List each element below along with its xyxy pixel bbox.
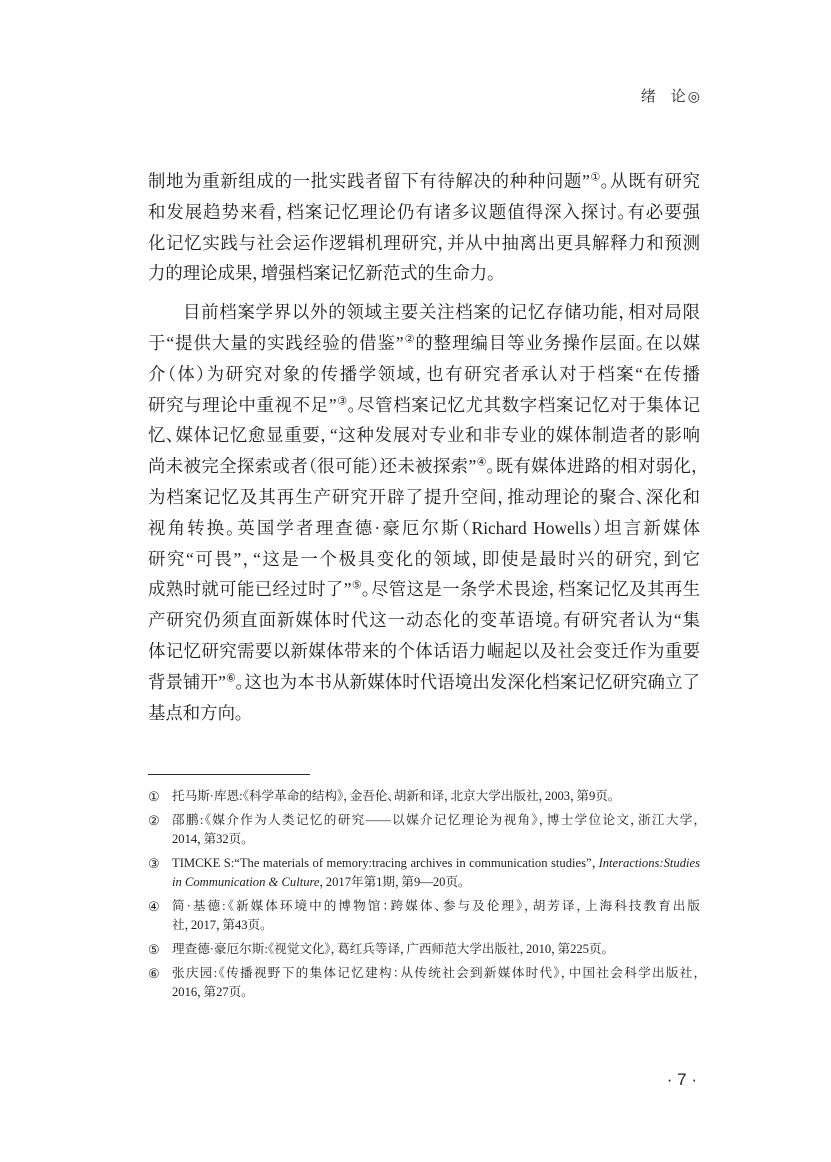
footnote-item xyxy=(148,787,700,806)
body-paragraph xyxy=(148,166,700,289)
text-run: 研究与理论中重视不足” xyxy=(148,394,337,415)
text-line xyxy=(148,390,700,421)
footnote-reference: ④ xyxy=(476,456,487,469)
text-line xyxy=(148,574,700,605)
text-run: 视角转换。英国学者理查德·豪厄尔斯（Richard Howells）坦言新媒体 xyxy=(148,517,700,538)
footnote-text xyxy=(172,964,700,1002)
text-run: 忆、媒体记忆愈显重要，“这种发展对专业和非专业的媒体制造者的影响 xyxy=(148,425,700,446)
footnote-reference: ① xyxy=(589,171,601,184)
footnote-line xyxy=(172,854,700,873)
text-line xyxy=(148,297,700,328)
text-run: 。尽管这是一条学术畏途，档案记忆及其再生 xyxy=(361,579,700,600)
footnote-item xyxy=(148,964,700,1002)
text-run: 简·基德:《新媒体环境中的博物馆：跨媒体、参与及伦理》，胡芳译，上海科技教育出版 xyxy=(172,899,700,913)
text-run: 背景铺开” xyxy=(148,671,226,692)
footnote-item xyxy=(148,854,700,892)
text-run: ，2017年第1期，第9—20页。 xyxy=(319,875,465,889)
section-title: 绪 论 xyxy=(640,89,686,105)
footnote-marker: ② xyxy=(148,813,160,828)
text-line xyxy=(148,667,700,698)
footnote-text xyxy=(172,811,700,849)
footnote-line xyxy=(172,811,700,830)
text-line xyxy=(148,197,700,228)
footnote-marker: ① xyxy=(148,789,160,804)
text-line xyxy=(148,544,700,575)
footnote-line xyxy=(172,830,700,849)
text-run: 成熟时就可能已经过时了” xyxy=(148,579,352,600)
footnote-line xyxy=(172,964,700,983)
text-line xyxy=(148,228,700,259)
text-line xyxy=(148,698,700,729)
footnote-marker: ⑤ xyxy=(148,942,160,957)
footnote-line xyxy=(172,787,700,806)
text-run: 2016，第27页。 xyxy=(172,985,248,999)
text-run: 。既有媒体进路的相对弱化， xyxy=(486,456,700,477)
footnote-text xyxy=(172,854,700,892)
footnote-text xyxy=(172,940,700,959)
text-run: 化记忆实践与社会运作逻辑机理研究，并从中抽离出更具解释力和预测 xyxy=(148,232,700,253)
text-line xyxy=(148,451,700,482)
footnote-reference: ⑥ xyxy=(225,672,236,685)
footnote-line xyxy=(172,916,700,935)
text-run: 制地为重新组成的一批实践者留下有待解决的种种问题” xyxy=(148,171,590,191)
text-run: 社，2017，第43页。 xyxy=(172,918,267,932)
text-run: 。从既有研究 xyxy=(600,171,700,191)
footnote-item xyxy=(148,940,700,959)
text-line xyxy=(148,359,700,390)
text-line xyxy=(148,166,700,197)
text-run: 。尽管档案记忆尤其数字档案记忆对于集体记 xyxy=(347,394,700,415)
text-line xyxy=(148,420,700,451)
italic-title: in Communication & Culture xyxy=(172,875,320,889)
text-run: 尚未被完全探索或者（很可能）还未被探索” xyxy=(148,456,477,477)
text-run: 为档案记忆及其再生产研究开辟了提升空间，推动理论的聚合、深化和 xyxy=(148,486,700,507)
text-run: 托马斯·库恩:《科学革命的结构》，金吾伦、胡新和译，北京大学出版社，2003，第9页。 xyxy=(172,789,615,803)
text-run: 和发展趋势来看，档案记忆理论仍有诸多议题值得深入探讨。有必要强 xyxy=(148,201,700,222)
footnote-line xyxy=(172,873,700,892)
text-line xyxy=(148,605,700,636)
text-run: 2014，第32页。 xyxy=(172,832,248,846)
text-run: 理查德·豪厄尔斯:《视觉文化》，葛红兵等译，广西师范大学出版社，2010，第225页。 xyxy=(172,942,608,956)
footnote-text xyxy=(172,897,700,935)
footnote-line xyxy=(172,940,700,959)
body-paragraph xyxy=(148,297,700,728)
footnote-marker: ⑥ xyxy=(148,966,160,981)
page-number: · 7 · xyxy=(666,1070,697,1089)
text-run: 产研究仍须直面新媒体时代这一动态化的变革语境。有研究者认为“集 xyxy=(148,610,700,631)
footnote-marker: ④ xyxy=(148,899,160,914)
text-run: 介（体）为研究对象的传播学领域，也有研究者承认对于档案“在传播 xyxy=(148,363,700,384)
footnotes xyxy=(148,787,700,1007)
footnote-reference: ③ xyxy=(336,395,348,408)
text-line xyxy=(148,258,700,289)
text-line xyxy=(148,482,700,513)
text-run: 研究“可畏”，“这是一个极具变化的领域，即使是最时兴的研究，到它 xyxy=(148,548,700,569)
text-run: 于“提供大量的实践经验的借鉴” xyxy=(148,332,404,353)
text-run: 目前档案学界以外的领域主要关注档案的记忆存储功能，相对局限 xyxy=(183,302,700,323)
footnote-line xyxy=(172,983,700,1002)
footnote-item xyxy=(148,811,700,849)
text-run: 体记忆研究需要以新媒体带来的个体话语力崛起以及社会变迁作为重要 xyxy=(148,640,700,661)
text-run: 基点和方向。 xyxy=(148,702,244,723)
text-line xyxy=(148,636,700,667)
double-circle-ornament-icon: ◎ xyxy=(687,89,700,105)
text-run: 。这也为本书从新媒体时代语境出发深化档案记忆研究确立了 xyxy=(235,671,700,692)
running-head xyxy=(641,86,700,108)
text-run: 邵鹏:《媒介作为人类记忆的研究——以媒介记忆理论为视角》，博士学位论文，浙江大学， xyxy=(172,813,700,827)
footnote-marker: ③ xyxy=(148,856,160,871)
text-run: TIMCKE S:“The materials of memory:tracing archives in communication studies”， xyxy=(172,856,599,870)
footnote-reference: ② xyxy=(403,333,416,346)
footnote-item xyxy=(148,897,700,935)
footnote-reference: ⑤ xyxy=(351,579,362,592)
text-run: 张庆园:《传播视野下的集体记忆建构：从传统社会到新媒体时代》，中国社会科学出版社， xyxy=(172,966,700,980)
footnote-line xyxy=(172,897,700,916)
text-line xyxy=(148,328,700,359)
footnote-text xyxy=(172,787,700,806)
footnote-separator xyxy=(148,774,310,775)
text-line xyxy=(148,513,700,544)
body-text xyxy=(148,166,700,728)
text-run: 的整理编目等业务操作层面。在以媒 xyxy=(415,332,700,353)
italic-title: Interactions:Studies xyxy=(598,856,700,870)
text-run: 力的理论成果，增强档案记忆新范式的生命力。 xyxy=(148,263,496,284)
